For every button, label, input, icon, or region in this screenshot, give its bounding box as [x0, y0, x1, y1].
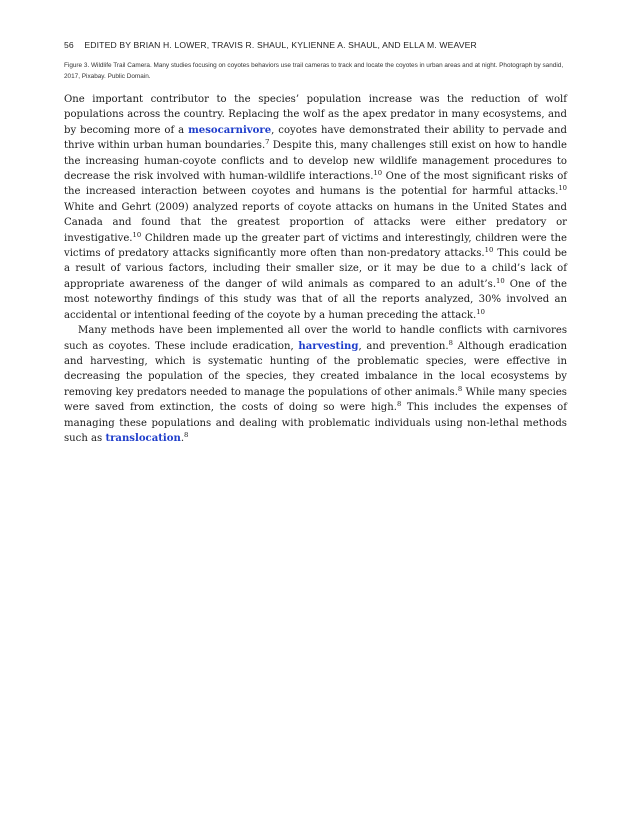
citation-ref: 10 [496, 276, 505, 285]
citation-ref: 10 [373, 169, 383, 178]
running-header [64, 40, 574, 50]
text-span: While many species were saved from extinction, the costs of doing so were high. [64, 386, 567, 414]
paragraph-2 [64, 323, 567, 446]
citation-ref: 8 [184, 430, 189, 439]
body-text [64, 92, 567, 446]
glossary-link-translocation[interactable]: translocation [105, 432, 181, 444]
figure-caption: Figure 3. Wildlife Trail Camera. Many studies focusing on coyotes behaviors use trail cameras to track and locate the coyotes in urban areas and at night. Photograph by sandid, 2017, Pixabay. Public Domain. [64, 62, 564, 80]
citation-ref: 8 [448, 338, 453, 347]
text-span: One of the most significant risks of the increased interaction between coyotes and humans is the potential for harmful attacks. [64, 171, 568, 198]
citation-ref: 10 [476, 307, 485, 316]
text-span: Many methods have been implemented all over the world to handle conflicts with carnivores such as coyotes. These include eradication, [64, 325, 567, 352]
text-span: , and prevention. [358, 340, 449, 352]
text-span: One important contributor to the species’ population increase was the reduction of wolf populations across the country. Replacing the wolf as the apex predator in many ecosystems, and by becoming more of a [64, 94, 567, 136]
text-span: Although eradication and harvesting, which is systematic hunting of the problematic species, were effective in decreasing the population of the species, they created imbalance in the local ecosystems by removing key predators needed to manage the populations of other animals. [64, 340, 567, 398]
citation-ref: 10 [484, 246, 494, 255]
citation-ref: 10 [558, 184, 567, 193]
glossary-link-mesocarnivore[interactable]: mesocarnivore [188, 124, 272, 136]
text-span: Despite this, many challenges still exist on how to handle the increasing human-coyote conflicts and to develop new wildlife management procedures to decrease the risk involved with human-wildlife interactions. [64, 140, 567, 183]
text-span: , coyotes have demonstrated their ability to pervade and thrive within urban human boundaries. [64, 124, 567, 152]
glossary-link-harvesting[interactable]: harvesting [298, 340, 359, 352]
page-number: 56 [64, 40, 74, 50]
running-title: EDITED BY BRIAN H. LOWER, TRAVIS R. SHAUL, KYLIENNE A. SHAUL, AND ELLA M. WEAVER [84, 40, 477, 50]
citation-ref: 7 [265, 138, 270, 147]
text-span: One of the most noteworthy findings of this study was that of all the reports analyzed, 30% involved an accidental or intentional feeding of the coyote by a human preceding the attack. [64, 278, 567, 321]
paragraph-1 [64, 92, 567, 323]
text-span: . [180, 432, 185, 444]
text-span: White and Gehrt (2009) analyzed reports of coyote attacks on humans in the United States and Canada and found that the greatest proportion of attacks were either predatory or investigative. [64, 201, 567, 244]
text-span: This includes the expenses of managing these populations and dealing with problematic individuals using non-lethal methods such as [64, 402, 567, 444]
citation-ref: 10 [132, 230, 142, 239]
citation-ref: 8 [396, 400, 402, 409]
citation-ref: 8 [457, 384, 463, 393]
text-span: This could be a result of various factors, including their smaller size, or it may be due to a child’s lack of appropriate awareness of the danger of wild animals as compared to an adult’s. [64, 248, 568, 290]
text-span: Children made up the greater part of victims and interestingly, children were the victims of predatory attacks significantly more often than non-predatory attacks. [64, 232, 567, 260]
